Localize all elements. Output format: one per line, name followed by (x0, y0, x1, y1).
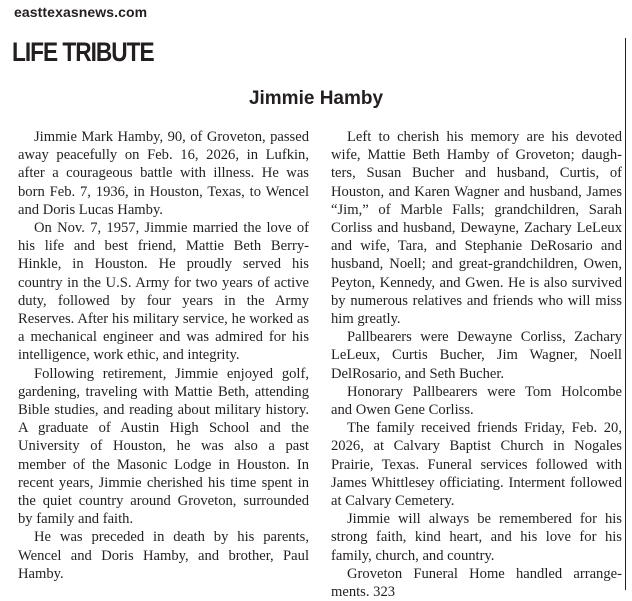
paragraph: Groveton Funeral Home handled arrangements. 323 (331, 565, 622, 601)
paragraph: The family received friends Friday, Feb. 20, 2026, at Calvary Baptist Church in Nogales Prairie, Texas. Funeral services followed with James Whittlesey officiating. Interment followed at Calvary Cemetery. (331, 420, 622, 510)
site-url: easttexasnews.com (14, 4, 148, 20)
paragraph: Jimmie Mark Hamby, 90, of Groveton, passed away peacefully on Feb. 16, 2026, in Lufkin, after a courageous battle with illness. He was born Feb. 7, 1936, in Houston, Texas, to Wencel and Doris Lucas Hamby. (18, 129, 309, 218)
left-column (18, 128, 309, 583)
vertical-divider (625, 38, 626, 590)
paragraph: On Nov. 7, 1957, Jimmie married the love of his life and best friend, Mattie Beth Berry-Hinkle, in Houston. He proudly served his country in the U.S. Army for two years of active duty, followed by four years in the Army Reserves. After his military service, he worked as a mechanical engineer and was admired for his intelligence, work ethic, and integrity. (18, 220, 309, 364)
paragraph: Jimmie will always be remembered for his strong faith, kind heart, and his love for his family, church, and country. (331, 511, 622, 564)
obituary-title: Jimmie Hamby (248, 88, 384, 109)
paragraph: Left to cherish his memory are his devoted wife, Mattie Beth Hamby of Groveton; daughters, Susan Bucher and husband, Curtis, of Houston, and Karen Wagner and husband, James “Jim,” of Marble Falls; grandchildren, Sarah Corliss and husband, Dewayne, Zachary LeLeux and wife, Tara, and Stephanie DeRosario and husband, Noell; and great-grandchildren, Owen, Peyton, Kennedy, and Gwen. He is also survived by numerous relatives and friends who will miss him greatly. (331, 129, 622, 328)
paragraph: Pallbearers were Dewayne Corliss, Zachary LeLeux, Curtis Bucher, Jim Wagner, Noell DelRosario, and Seth Bucher. (331, 329, 622, 382)
section-title: LIFE TRIBUTE (12, 37, 154, 67)
paragraph: Honorary Pallbearers were Tom Holcombe and Owen Gene Corliss. (331, 383, 622, 419)
paragraph: He was preceded in death by his parents, Wencel and Doris Hamby, and brother, Paul Hamby. (18, 529, 309, 582)
right-column (331, 128, 622, 601)
paragraph: Following retirement, Jimmie enjoyed golf, gardening, traveling with Mattie Beth, attending Bible studies, and reading about military history. A graduate of Austin High School and the University of Houston, he was also a past member of the Masonic Lodge in Houston. In recent years, Jimmie cherished his time spent in the quiet country around Groveton, surrounded by family and faith. (18, 365, 309, 528)
